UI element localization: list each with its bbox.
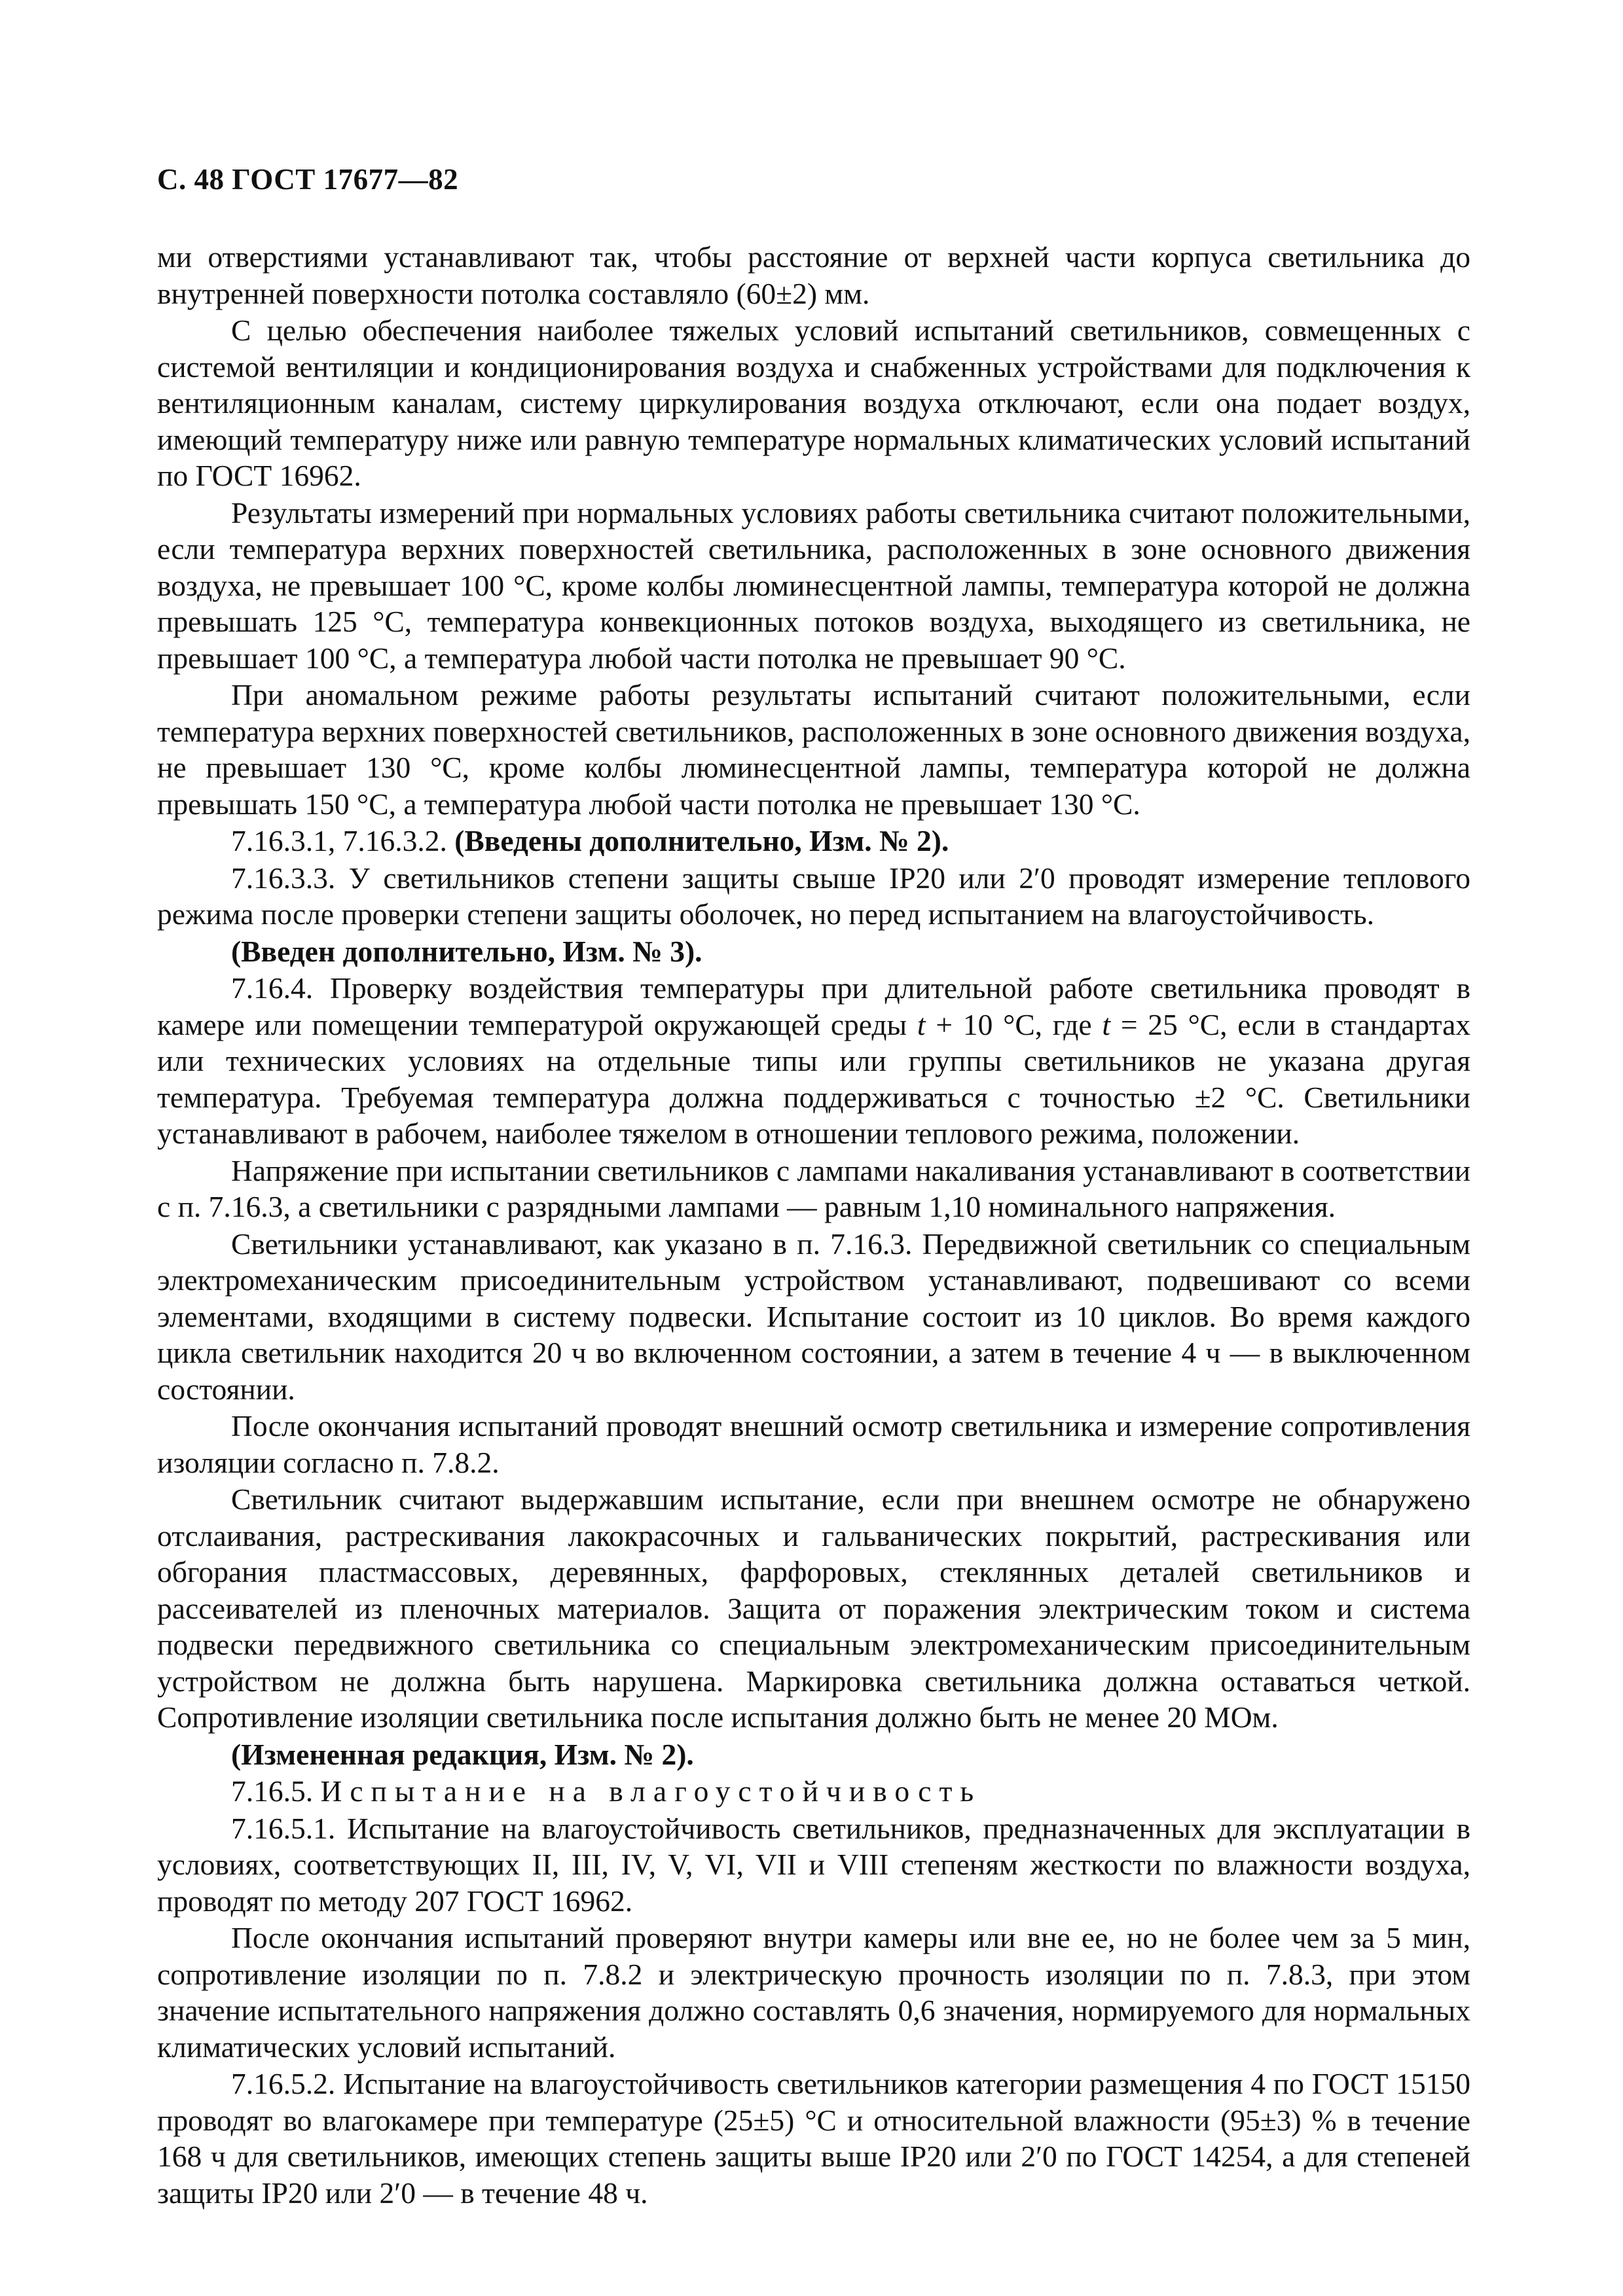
paragraph: После окончания испытаний проверяют внутри камеры или вне ее, но не более чем за 5 мин, сопротивление изоляции по п. 7.8.2 и электрическую прочность изоляции по п. 7.8.3, при этом значение испытательного напряжения должно составлять 0,6 значения, нормируемого для нормальных климатических условий испытаний. — [157, 1921, 1470, 2064]
variable-t: t — [917, 1007, 926, 1041]
paragraph: После окончания испытаний проводят внешний осмотр светильника и измерение сопротивления изоляции согласно п. 7.8.2. — [157, 1409, 1470, 1479]
paragraph: С целью обеспечения наиболее тяжелых условий испытаний светильников, совмещенных с системой вентиляции и кондиционирования воздуха и снабженных устройствами для подключения к вентиляционным каналам, систему циркулирования воздуха отключают, если она подает воздух, имеющий температуру ниже или равную температуре нормальных климатических условий испытаний по ГОСТ 16962. — [157, 314, 1470, 492]
paragraph: Результаты измерений при нормальных условиях работы светильника считают положительными, если температура верхних поверхностей светильника, расположенных в зоне основного движения воздуха, не превышает 100 °С, кроме колбы люминесцентной лампы, температура которой не должна превышать 125 °С, температура конвекционных потоков воздуха, выходящего из светильника, не превышает 100 °С, а температура любой части потолка не превышает 90 °С. — [157, 495, 1470, 675]
variable-t: t — [1102, 1007, 1111, 1041]
paragraph: ми отверстиями устанавливают так, чтобы расстояние от верхней части корпуса светильника до внутренней поверхности потолка составляло (60±2) мм. — [157, 240, 1470, 310]
text-run: + 10 °С, где — [936, 1007, 1092, 1041]
clause-number: 7.16.3.1, 7.16.3.2. — [231, 824, 447, 857]
document-body — [157, 239, 1470, 2212]
section-title: Испытание на влагоустойчивость — [320, 1774, 982, 1808]
page-header: С. 48 ГОСТ 17677—82 — [157, 163, 459, 196]
amendment-label: (Введены дополнительно, Изм. № 2). — [454, 824, 949, 857]
paragraph: 7.16.5.1. Испытание на влагоустойчивость светильников, предназначенных для эксплуатации в условиях, соответствующих II, III, IV, V, VI, VII и VIII степеням жесткости по влажности воздуха, проводят по методу 207 ГОСТ 16962. — [157, 1811, 1470, 1918]
amendment-note — [157, 823, 1470, 859]
section-heading — [157, 1773, 1470, 1810]
clause-number: 7.16.5. — [231, 1774, 314, 1808]
paragraph: 7.16.3.3. У светильников степени защиты свыше IP20 или 2′0 проводят измерение теплового режима после проверки степени защиты оболочек, но перед испытанием на влагоустойчивость. — [157, 861, 1470, 931]
paragraph: При аномальном режиме работы результаты испытаний считают положительными, если температура верхних поверхностей светильников, расположенных в зоне основного движения воздуха, не превышает 130 °С, кроме колбы люминесцентной лампы, температура которой не должна превышать 150 °С, а температура любой части потолка не превышает 130 °С. — [157, 678, 1470, 821]
text-run: 7.16.4. Проверку воздействия температуры при длительной работе светильника проводят в камере или помещении температурой окружающей среды — [157, 971, 1470, 1041]
paragraph: Светильники устанавливают, как указано в п. 7.16.3. Передвижной светильник со специальным электромеханическим присоединительным устройством устанавливают, подвешивают со всеми элементами, входящими в систему подвески. Испытание состоит из 10 циклов. Во время каждого цикла светильник находится 20 ч во включенном состоянии, а затем в течение 4 ч — в выключенном состоянии. — [157, 1227, 1470, 1406]
paragraph: Напряжение при испытании светильников с лампами накаливания устанавливают в соответствии с п. 7.16.3, а светильники с разрядными лампами — равным 1,10 номинального напряжения. — [157, 1153, 1470, 1223]
amendment-note: (Введен дополнительно, Изм. № 3). — [231, 934, 702, 968]
paragraph — [157, 970, 1470, 1152]
paragraph: Светильник считают выдержавшим испытание, если при внешнем осмотре не обнаружено отслаивания, растрескивания лакокрасочных и гальванических покрытий, растрескивания или обгорания пластмассовых, деревянных, фарфоровых, стеклянных деталей светильников и рассеивателей из пленочных материалов. Защита от поражения электрическим током и система подвески передвижного светильника со специальным электромеханическим присоединительным устройством не должна быть нарушена. Маркировка светильника должна оставаться четкой. Сопротивление изоляции светильника после испытания должно быть не менее 20 МОм. — [157, 1482, 1470, 1734]
paragraph: 7.16.5.2. Испытание на влагоустойчивость светильников категории размещения 4 по ГОСТ 15150 проводят во влагокамере при температуре (25±5) °С и относительной влажности (95±3) % в течение 168 ч для светильников, имеющих степень защиты выше IP20 или 2′0 по ГОСТ 14254, а для степеней защиты IP20 или 2′0 — в течение 48 ч. — [157, 2067, 1470, 2210]
amendment-note: (Измененная редакция, Изм. № 2). — [231, 1737, 694, 1771]
text-run: = 25 °С, если в стандартах или технических условиях на отдельные типы или группы светильников не указана другая температура. Требуемая температура должна поддерживаться с точностью ±2 °С. Светильники устанавливают в рабочем, наиболее тяжелом в отношении теплового режима, положении. — [157, 1007, 1471, 1150]
